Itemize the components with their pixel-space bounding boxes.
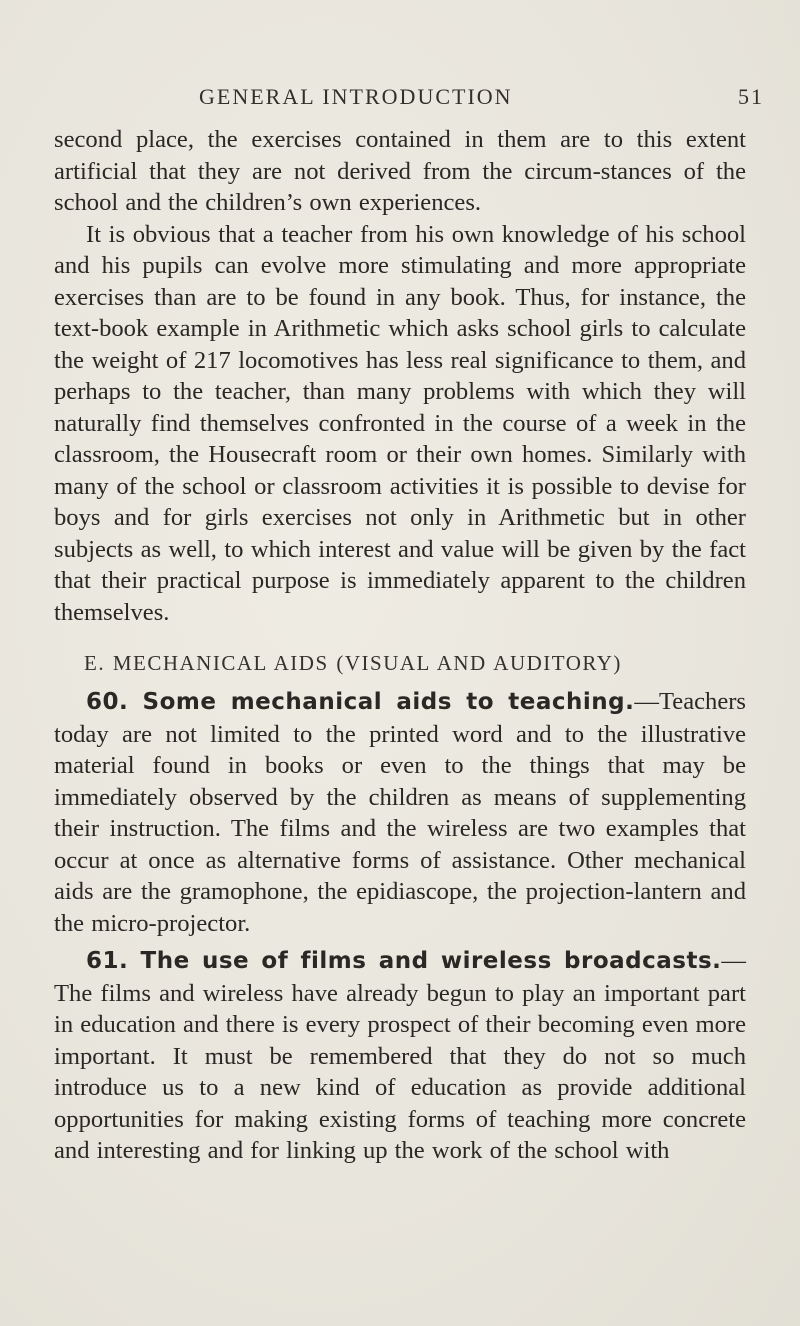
paragraph-teacher-knowledge: It is obvious that a teacher from his own knowledge of his school and his pupils can evolve more stimulating and more appropriate exercises than are to be found in any book. Thus, for instance, the text-book example in Arithmetic which asks school girls to calculate the weight of 217 locomotives has less real significance to them, and perhaps to the teacher, than many problems with which they will naturally find themselves confronted in the course of a week in the classroom, the Housecraft room or their own homes. Similarly with many of the school or classroom activities it is possible to devise for boys and for girls exercises not only in Arithmetic but in other subjects as well, to which interest and value will be given by the fact that their practical purpose is immediately apparent to the children themselves. — [54, 220, 746, 626]
paragraph-60 — [54, 686, 746, 939]
page-number: 51 — [738, 84, 764, 109]
paragraph-61 — [54, 945, 746, 1167]
paragraph-60-heading: 60. Some mechanical aids to teaching. — [86, 689, 635, 715]
section-heading: E. MECHANICAL AIDS (VISUAL AND AUDITORY) — [84, 651, 622, 675]
body-text — [54, 124, 746, 1167]
paragraph-60-text: —Teachers today are not limited to the printed word and to the illustrative material found in books or even to the things that may be immediately observed by the children as means of supplementing their instruction. The films and the wireless are two examples that occur at once as alternative forms of assistance. Other mechanical aids are the gramophone, the epidiascope, the projection-lantern and the micro-projector. — [54, 688, 746, 937]
page-header — [0, 84, 800, 120]
running-title: GENERAL INTRODUCTION — [199, 84, 513, 109]
paragraph-61-text: — The films and wireless have already begun to play an important part in education and there is every prospect of their becoming even more important. It must be remembered that they do not so much introduce us to a new kind of education as provide additional opportunities for making existing forms of teaching more concrete and interesting and for linking up the work of the school with — [54, 947, 746, 1164]
paragraph-continued: second place, the exercises contained in them are to this extent artificial that they are not derived from the circum-stances of the school and the children’s own experiences. — [54, 126, 746, 216]
paragraph-61-heading: 61. The use of films and wireless broadcasts. — [86, 948, 722, 974]
